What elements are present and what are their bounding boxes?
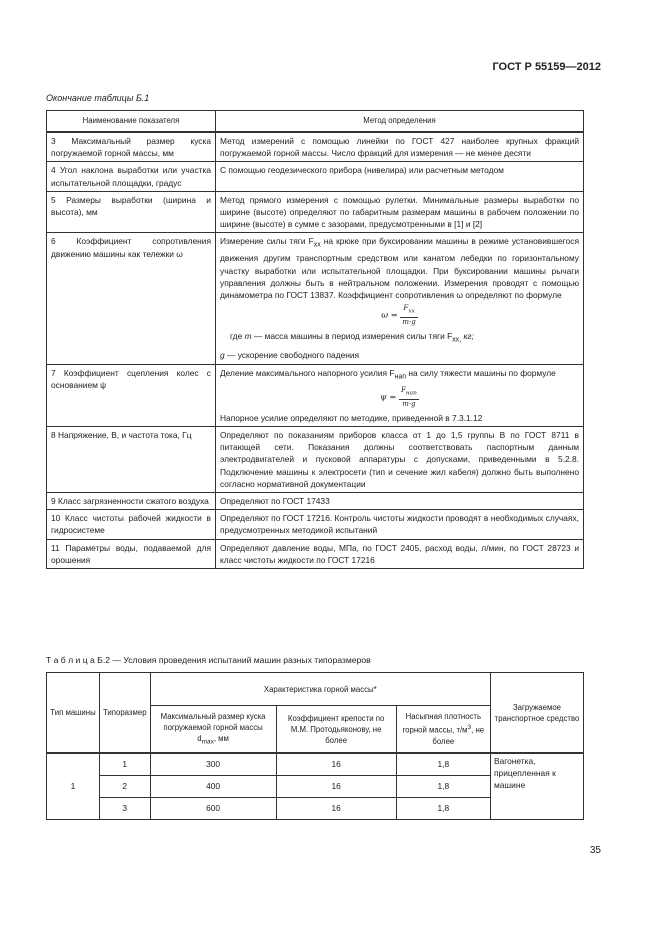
method-text-b: на крюке при буксировании машины в режиме установившегося движения другим транспортным средством или канатом лебедки по горизонтальному участку выработки или испытательной площадки. При буксировании машины рычаги управления должны быть в нейтральном положении. Измерения проводят с помощью динамометра по ГОСТ 13837. Коэффициент сопротивления ω определяют по формуле [220,236,579,300]
density-sup: 3 [467,724,472,732]
table2-col-hardness: Коэффициент крепости по М.М. Протодьяконову, не более [276,706,396,754]
table-row [47,753,584,776]
method-text-a: Измерение силы тяги F [220,236,314,247]
table-row [47,539,584,568]
table1-col-name: Наименование показателя [47,111,216,133]
method-text-a: Деление максимального напорного усилия F [220,367,395,378]
num-symbol: F [403,304,409,313]
maxsize-unit: , мм [213,733,229,743]
density-cell: 1,8 [396,753,490,776]
maxsize-label: Максимальный размер куска погружаемой горной массы d [160,711,266,743]
density-tail: , не более [432,725,485,746]
table2-col-maxsize [150,706,276,754]
table-row [47,364,584,426]
where-g: g [220,350,225,361]
num-symbol: F [400,386,406,395]
method-sub: хх [313,242,321,250]
table-row [47,493,584,510]
table-b2 [46,672,584,820]
maxsize-cell: 400 [150,776,276,798]
row-name: 9 Класс загрязненности сжатого воздуха [47,493,216,510]
table2-col-type: Тип машины [47,673,100,754]
row-method: Определяют по ГОСТ 17433 [216,493,584,510]
table-row [47,132,584,162]
row-name: 10 Класс чистоты рабочей жидкости в гидросистеме [47,510,216,539]
row-name: 11 Параметры воды, подаваемой для орошения [47,539,216,568]
row-method: Метод прямого измерения с помощью рулетки. Минимальные размеры выработки по ширине (высоте) определяют по габаритным размерам машины в рабочем положении по ширине (высоте) в сумме с зазорами, предусмотренными в [1] и [2] [216,191,584,233]
num-sub: хх [408,308,415,315]
where-m: m [244,330,252,341]
row-method: Определяют по показаниям приборов класса от 1 до 1,5 группы В по ГОСТ 8711 в питающей сети. Показания должны соответствовать паспортным данным электродвигателей и пусковой аппаратуры с допусками, приведенными в 5.2.8. Подключение машины к электросети (тип и сечение жил кабеля) должно быть выполнено согласно нормативной документации [216,427,584,493]
num-sub: нап [405,390,417,397]
table2-caption: Т а б л и ц а Б.2 — Условия проведения испытаний машин разных типоразмеров [46,655,371,665]
where-line-2 [220,349,579,361]
table-b1 [46,110,584,569]
method-after: Напорное усилие определяют по методике, приведенной в 7.3.1.12 [220,412,483,423]
where-sub: хх, [452,336,462,344]
formula-lhs: ψ = [380,392,397,403]
row-method [216,233,584,364]
denominator: m·g [402,317,416,326]
density-cell: 1,8 [396,798,490,820]
size-cell: 2 [100,776,151,798]
row-name: 3 Максимальный размер куска погружаемой горной массы, мм [47,132,216,162]
method-text [220,367,579,384]
size-cell: 1 [100,753,151,776]
type-cell: 1 [47,753,100,820]
numerator [399,386,419,399]
formula-lhs: ω = [381,309,398,320]
density-cell: 1,8 [396,776,490,798]
method-sub: нап [394,373,407,381]
row-method: Метод измерений с помощью линейки по ГОСТ 427 наиболее крупных фракций погружаемой горной массы. Число фракций для измерения — не менее десяти [216,132,584,162]
table2-header-row-1 [47,673,584,706]
where-line-1 [220,330,579,347]
hardness-cell: 16 [276,753,396,776]
table1-col-method: Метод определения [216,111,584,133]
row-name: 6 Коэффициент сопротивления движению машины как тележки ω [47,233,216,364]
table2-col-density [396,706,490,754]
row-name: 7 Коэффициент сцепления колес с основанием ψ [47,364,216,426]
maxsize-sub: max [201,738,214,746]
row-method: С помощью геодезического прибора (нивелира) или расчетным методом [216,162,584,191]
table2-col-size: Типоразмер [100,673,151,754]
row-method [216,364,584,426]
row-method: Определяют давление воды, МПа, по ГОСТ 2405, расход воды, л/мин, по ГОСТ 28723 и класс чистоты жидкости по ГОСТ 17216 [216,539,584,568]
page-number: 35 [589,845,601,856]
method-text [220,235,579,301]
where-g-desc: — ускорение свободного падения [224,350,360,361]
row-method: Определяют по ГОСТ 17216. Контроль чистоты жидкости проводят в необходимых случаях, предусмотренных методикой испытаний [216,510,584,539]
row-name: 8 Напряжение, В, и частота тока, Гц [47,427,216,493]
denominator: m·g [402,399,416,408]
formula-omega [220,304,579,326]
maxsize-cell: 300 [150,753,276,776]
table-row [47,427,584,493]
numerator [400,304,417,317]
table-row [47,510,584,539]
fraction [400,304,417,326]
hardness-cell: 16 [276,798,396,820]
table-row [47,191,584,233]
table1-caption: Окончание таблицы Б.1 [46,93,150,103]
hardness-cell: 16 [276,776,396,798]
density-label: Насыпная плотность горной массы, т/м [402,712,482,735]
fraction [399,386,419,408]
where-c: кг; [461,330,474,341]
row-name: 5 Размеры выработки (ширина и высота), мм [47,191,216,233]
size-cell: 3 [100,798,151,820]
standard-designation: ГОСТ Р 55159—2012 [492,61,601,73]
where-a: где [230,330,245,341]
table-row [47,162,584,191]
table-row [47,233,584,364]
where-b: — масса машины в период измерения силы тяги F [251,330,453,341]
table1-header-row [47,111,584,133]
transport-cell: Вагонетка, прицепленная к машине [491,753,584,820]
row-name: 4 Угол наклона выработки или участка испытательной площадки, градус [47,162,216,191]
method-text-b: на силу тяжести машины по формуле [406,367,556,378]
formula-psi [220,386,579,408]
table2-col-transport: Загружаемое транспортное средство [491,673,584,754]
table2-col-group: Характеристика горной массы* [150,673,490,706]
maxsize-cell: 600 [150,798,276,820]
